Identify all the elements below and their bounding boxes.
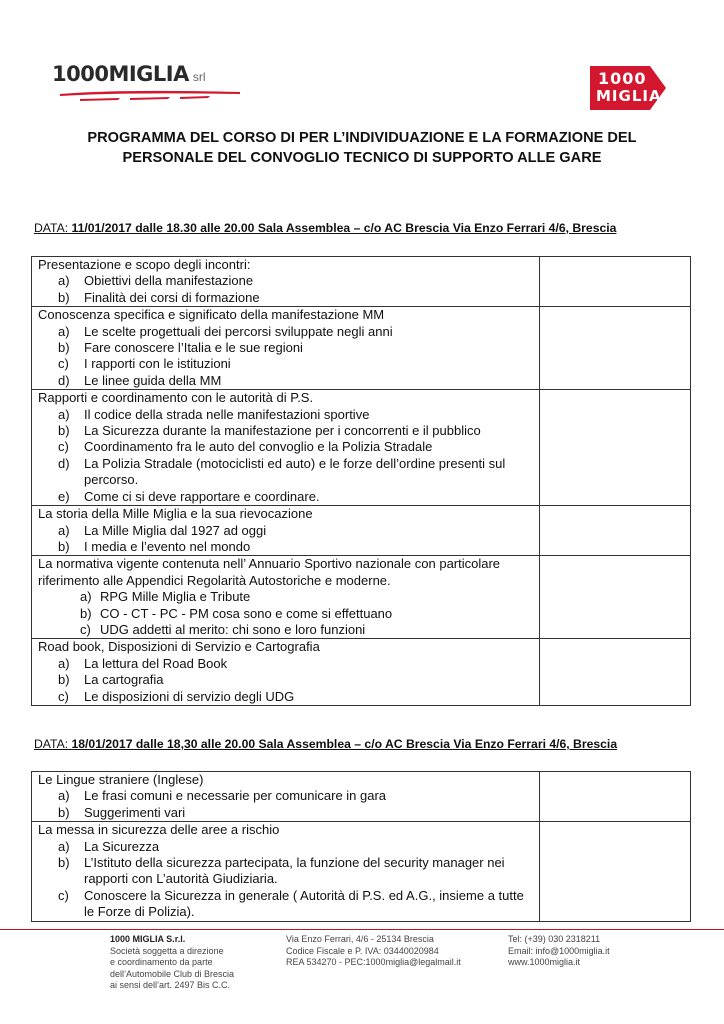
- date-label: DATA:: [34, 221, 69, 235]
- topic-heading: La messa in sicurezza delle aree a rischio: [38, 822, 280, 838]
- footer-contacts: Tel: (+39) 030 2318211 Email: info@1000miglia.it www.1000miglia.it: [508, 934, 610, 968]
- footer-divider: [0, 929, 724, 930]
- table-row: [32, 390, 691, 506]
- topic-heading: Le Lingue straniere (Inglese): [38, 772, 204, 787]
- topic-items: [38, 589, 533, 638]
- table-row: [32, 506, 691, 556]
- session-1-date: [34, 221, 694, 235]
- list-item: e) Come ci si deve rapportare e coordinare.: [58, 488, 320, 504]
- list-item: c) Le disposizioni di servizio degli UDG: [58, 688, 295, 704]
- table-row: [32, 307, 691, 390]
- list-item: b) I media e l’evento nel mondo: [58, 538, 251, 554]
- list-item: b) Fare conoscere l’Italia e le sue regioni: [58, 340, 303, 356]
- date-value: 11/01/2017 dalle 18.30 alle 20.00 Sala Assemblea – c/o AC Brescia Via Enzo Ferrari 4/6, Brescia: [68, 221, 617, 235]
- topic-items: [38, 839, 533, 921]
- footer-company: 1000 MIGLIA S.r.l. Società soggetta a direzione e coordinamento da parte dell’Automobile Club di Brescia ai sensi dell’art. 2497 Bis C.C.: [110, 934, 235, 991]
- topic-heading: La storia della Mille Miglia e la sua rievocazione: [38, 506, 313, 522]
- session-2-table: [31, 771, 691, 922]
- list-item: a) La Mille Miglia dal 1927 ad oggi: [58, 522, 267, 538]
- logo-swoosh-icon: [60, 88, 240, 104]
- empty-cell: [540, 257, 691, 307]
- list-item: d) La Polizia Stradale (motociclisti ed auto) e le forze dell’ordine presenti sul percorso.: [58, 455, 506, 488]
- topic-heading: Rapporti e coordinamento con le autorità di P.S.: [38, 390, 314, 406]
- table-row: [32, 639, 691, 706]
- empty-cell: [540, 307, 691, 390]
- list-item: a) Il codice della strada nelle manifestazioni sportive: [58, 406, 370, 422]
- date-label: DATA:: [34, 737, 69, 751]
- topic-heading: Road book, Disposizioni di Servizio e Cartografia: [38, 639, 320, 655]
- table-row: [32, 556, 691, 639]
- topic-heading: Conoscenza specifica e significato della manifestazione MM: [38, 307, 385, 323]
- list-item: c) I rapporti con le istituzioni: [58, 356, 231, 372]
- mille-miglia-logo: [590, 64, 670, 112]
- table-row: [32, 257, 691, 307]
- list-item: a) La lettura del Road Book: [58, 655, 228, 671]
- topic-items: [38, 788, 533, 821]
- list-item: c) Conoscere la Sicurezza in generale ( Autorità di P.S. ed A.G., insieme a tutte le Forze di Polizia).: [58, 887, 524, 920]
- date-value: 18/01/2017 dalle 18,30 alle 20.00 Sala Assemblea – c/o AC Brescia Via Enzo Ferrari 4/6, Brescia: [68, 737, 618, 751]
- list-item: b) La cartografia: [58, 672, 164, 688]
- empty-cell: [540, 556, 691, 639]
- session-2-date: [34, 737, 694, 751]
- company-logo: [52, 62, 242, 106]
- empty-cell: [540, 639, 691, 706]
- topic-items: [38, 324, 533, 390]
- list-item: a) Le scelte progettuali dei percorsi sviluppate negli anni: [58, 323, 393, 339]
- table-row: [32, 822, 691, 921]
- list-item: b) Suggerimenti vari: [58, 804, 186, 820]
- badge-line-1: 1000: [598, 69, 647, 88]
- list-item: a) Le frasi comuni e necessarie per comunicare in gara: [58, 788, 387, 804]
- table-row: [32, 772, 691, 822]
- page-title: [40, 128, 684, 168]
- company-logo-name: 1000MIGLIA: [52, 62, 189, 86]
- list-item: b) L’Istituto della sicurezza partecipata, la funzione del security manager nei rapporti con L’autorità Giudiziaria.: [58, 855, 505, 887]
- badge-line-2: MIGLIA: [596, 87, 662, 105]
- list-item: c) UDG addetti al merito: chi sono e loro funzioni: [80, 621, 366, 637]
- list-item: c) Coordinamento fra le auto del convoglio e la Polizia Stradale: [58, 439, 433, 455]
- title-line-1: PROGRAMMA DEL CORSO DI PER L’INDIVIDUAZIONE E LA FORMAZIONE DEL: [87, 130, 637, 146]
- list-item: b) Finalità dei corsi di formazione: [58, 289, 260, 305]
- list-item: a) RPG Mille Miglia e Tribute: [80, 589, 251, 605]
- topic-heading: Presentazione e scopo degli incontri:: [38, 257, 251, 272]
- topic-items: [38, 273, 533, 306]
- list-item: d) Le linee guida della MM: [58, 372, 222, 388]
- list-item: b) La Sicurezza durante la manifestazione per i concorrenti e il pubblico: [58, 423, 481, 439]
- list-item: a) Obiettivi della manifestazione: [58, 273, 254, 289]
- title-line-2: PERSONALE DEL CONVOGLIO TECNICO DI SUPPORTO ALLE GARE: [122, 150, 602, 166]
- topic-items: [38, 407, 533, 505]
- company-logo-suffix: srl: [192, 70, 206, 84]
- session-1-table: [31, 256, 691, 706]
- footer-address: Via Enzo Ferrari, 4/6 - 25134 Brescia Codice Fiscale e P. IVA: 03440020984 REA 534270 - PEC:1000miglia@legalmail.it: [286, 934, 461, 968]
- list-item: a) La Sicurezza: [58, 838, 160, 854]
- empty-cell: [540, 822, 691, 921]
- topic-items: [38, 656, 533, 705]
- empty-cell: [540, 772, 691, 822]
- empty-cell: [540, 390, 691, 506]
- topic-items: [38, 523, 533, 556]
- list-item: b) CO - CT - PC - PM cosa sono e come si effettuano: [80, 605, 393, 621]
- topic-heading: La normativa vigente contenuta nell’ Annuario Sportivo nazionale con particolare riferimento alle Appendici Regolarità Autostoriche e moderne.: [38, 556, 501, 588]
- empty-cell: [540, 506, 691, 556]
